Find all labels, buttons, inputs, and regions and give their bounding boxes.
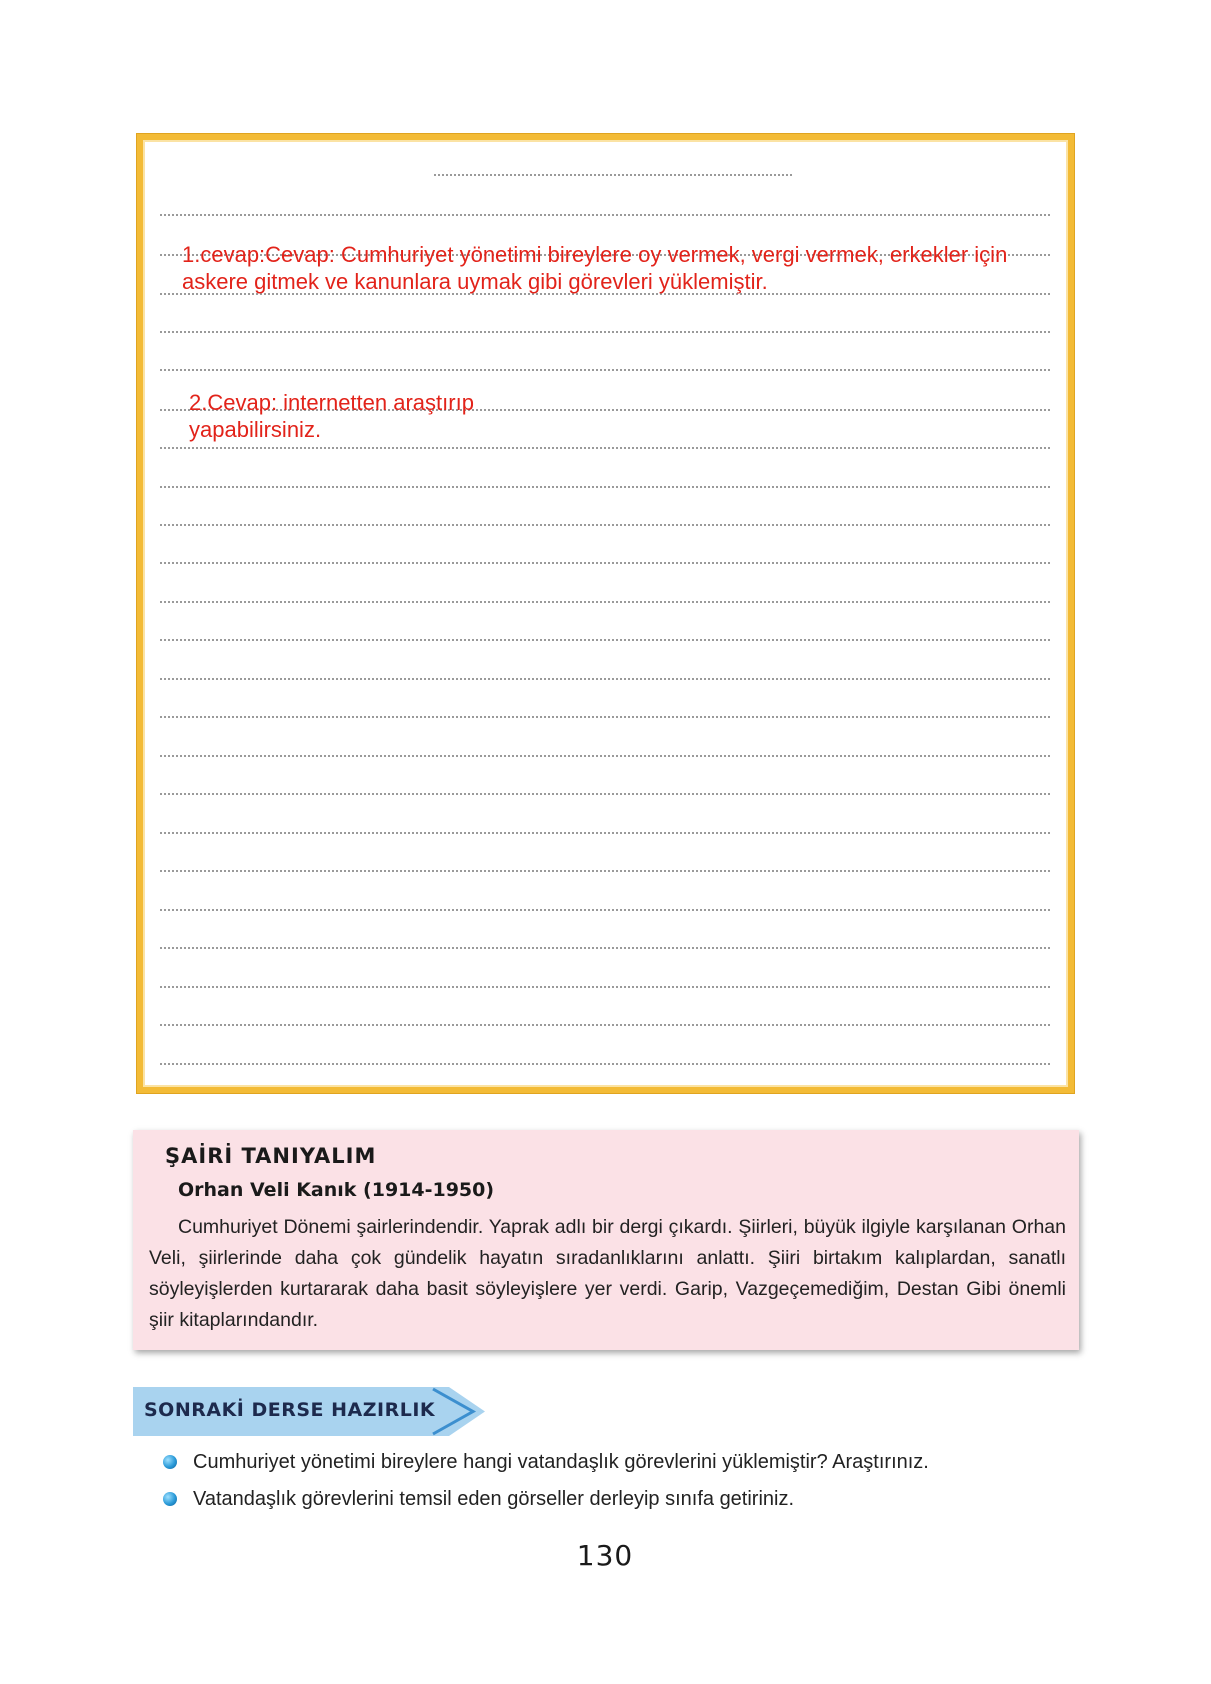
dotted-line: [160, 870, 1050, 872]
dotted-line: [160, 214, 1050, 216]
dotted-line: [160, 369, 1050, 371]
dotted-line: [160, 909, 1050, 911]
poet-info-box: [133, 1130, 1079, 1350]
prep-section-heading: SONRAKİ DERSE HAZIRLIK: [144, 1399, 436, 1421]
list-item: [163, 1485, 1063, 1522]
prep-task-text: Cumhuriyet yönetimi bireylere hangi vatandaşlık görevlerini yüklemiştir? Araştırınız.: [193, 1451, 929, 1473]
dotted-line: [160, 639, 1050, 641]
prep-task-list: [163, 1448, 1063, 1522]
writing-area: [137, 134, 1074, 1093]
poet-name: Orhan Veli Kanık (1914-1950): [178, 1179, 495, 1201]
dotted-line: [160, 562, 1050, 564]
dotted-line: [160, 1024, 1050, 1026]
dotted-line: [160, 755, 1050, 757]
prep-task-text: Vatandaşlık görevlerini temsil eden görseller derleyip sınıfa getiriniz.: [193, 1488, 795, 1510]
answer-2-text: 2.Cevap: internetten araştırıp yapabilirsiniz.: [189, 390, 474, 442]
dotted-line: [160, 716, 1050, 718]
dotted-line: [160, 486, 1050, 488]
answer-1-text: 1.cevap:Cevap: Cumhuriyet yönetimi bireylere oy vermek, vergi vermek, erkekler için askere gitmek ve kanunlara uymak gibi görevleri yüklemiştir.: [182, 242, 1008, 294]
poet-section-heading: ŞAİRİ TANIYALIM: [165, 1144, 377, 1168]
dotted-line: [160, 524, 1050, 526]
page-number: 130: [576, 1539, 634, 1572]
prep-section-banner: [133, 1387, 485, 1436]
dotted-line: [160, 1063, 1050, 1065]
dotted-line: [160, 947, 1050, 949]
poet-bio: Cumhuriyet Dönemi şairlerindendir. Yaprak adlı bir dergi çıkardı. Şiirleri, büyük ilgiyle karşılanan Orhan Veli, şiirlerinde daha çok gündelik hayatın sıradanlıklarını anlattı. Şiiri birtakım kalıplardan, sanatlı söyleyişlerden kurtararak daha basit söyleyişlere yer verdi. Garip, Vazgeçemediğim, Destan Gibi önemli şiir kitaplarındandır.: [149, 1216, 1066, 1331]
list-item: [163, 1448, 1063, 1485]
bullet-icon: [163, 1455, 177, 1469]
dotted-line: [160, 986, 1050, 988]
dotted-line: [160, 678, 1050, 680]
title-dotted-line: [434, 174, 792, 176]
dotted-line: [160, 601, 1050, 603]
dotted-line: [160, 793, 1050, 795]
bullet-icon: [163, 1492, 177, 1506]
dotted-line: [160, 447, 1050, 449]
dotted-line: [160, 331, 1050, 333]
dotted-line: [160, 832, 1050, 834]
